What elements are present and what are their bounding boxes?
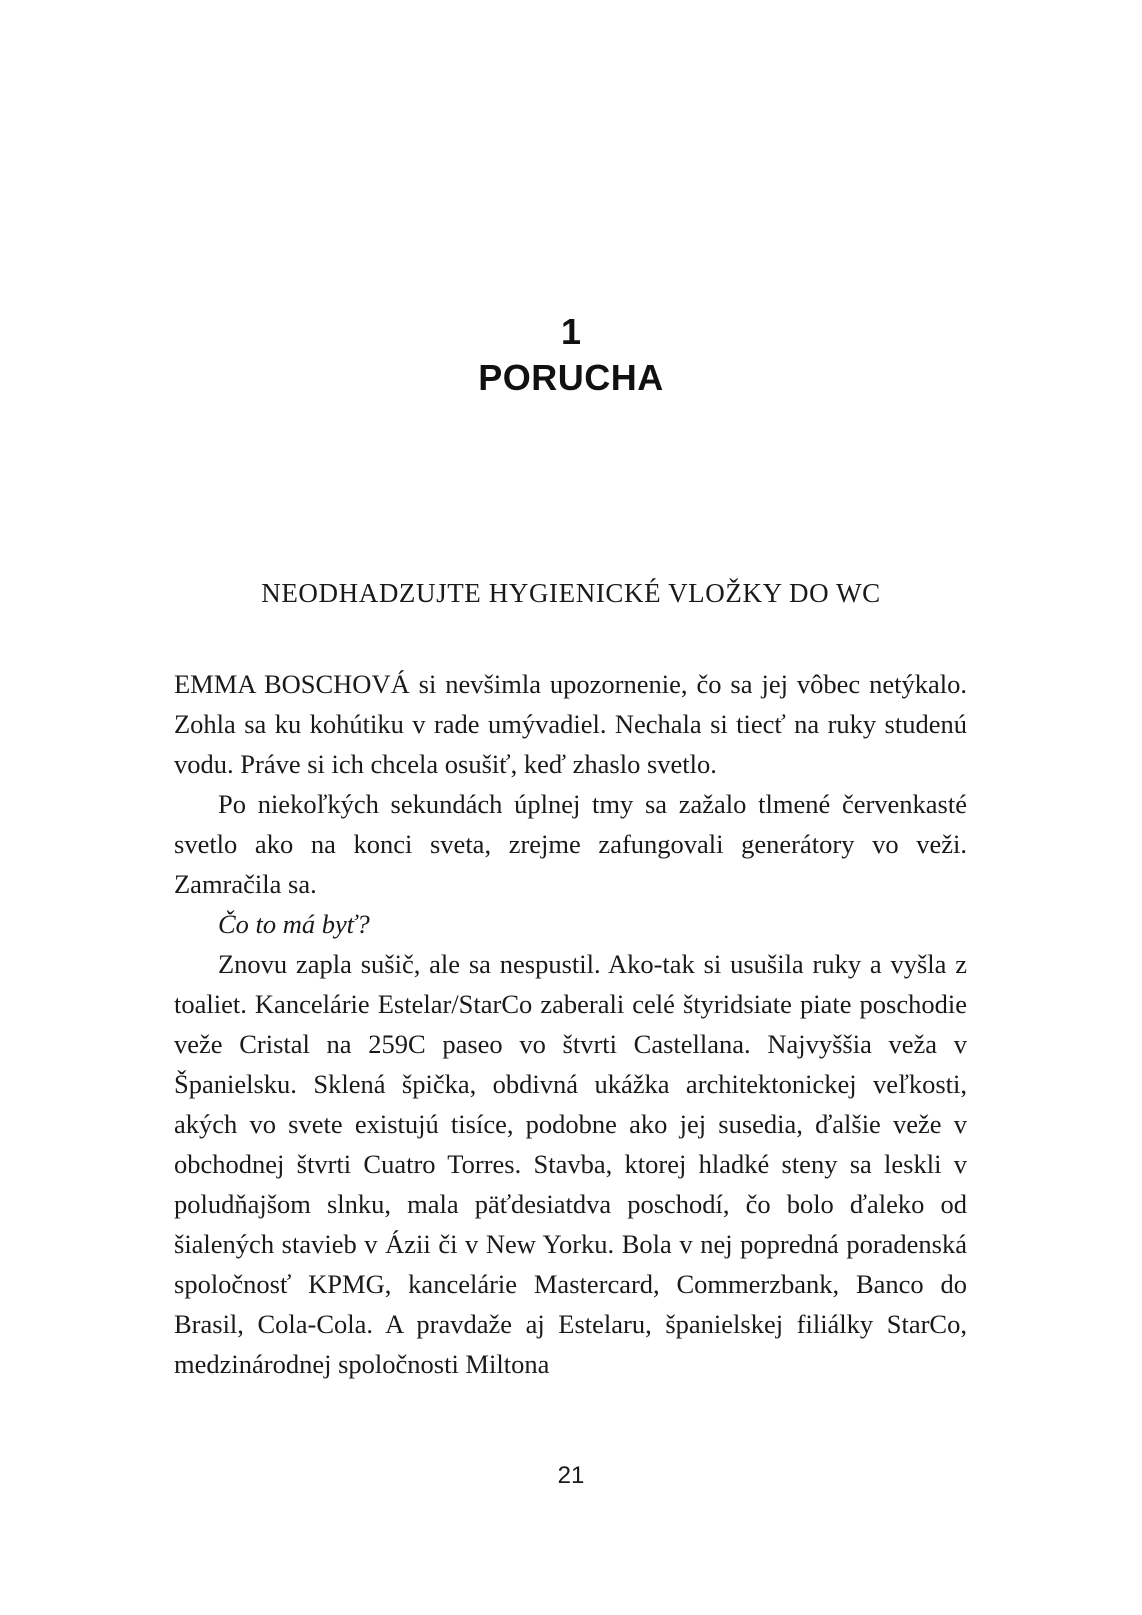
chapter-number: 1 [560,311,582,352]
paragraph-3: Čo to má byť? [218,909,370,939]
section-heading: NEODHADZUJTE HYGIENICKÉ VLOŽKY DO WC [261,578,881,608]
paragraph-2: Po niekoľkých sekundách úplnej tmy sa zažalo tlmené červenkasté svetlo ako na konci sveta, zrejme zafungovali generátory vo veži. Zamračila sa. [174,789,967,899]
paragraph-1: EMMA BOSCHOVÁ si nevšimla upozornenie, čo sa jej vôbec netýkalo. Zohla sa ku kohútiku v rade umývadiel. Nechala si tiecť na ruky studenú vodu. Práve si ich chcela osušiť, keď zhaslo svetlo. [174,669,967,779]
body-text [174,664,967,1384]
chapter-title: PORUCHA [478,357,664,398]
page-number: 21 [557,1462,585,1489]
paragraph-4: Znovu zapla sušič, ale sa nespustil. Ako-tak si usušila ruky a vyšla z toaliet. Kancelárie Estelar/StarCo zaberali celé štyridsiate piate poschodie veže Cristal na 259C paseo vo štvrti Castellana. Najvyššia veža v Španielsku. Sklená špička, obdivná ukážka architektonickej veľkosti, akých vo svete existujú tisíce, podobne ako jej susedia, ďalšie veže v obchodnej štvrti Cuatro Torres. Stavba, ktorej hladké steny sa leskli v poludňajšom slnku, mala päťdesiatdva poschodí, čo bolo ďaleko od šialených stavieb v Ázii či v New Yorku. Bola v nej popredná poradenská spoločnosť KPMG, kancelárie Mastercard, Commerzbank, Banco do Brasil, Cola-Cola. A pravdaže aj Estelaru, španielskej filiálky StarCo, medzinárodnej spoločnosti Miltona [174,949,967,1379]
